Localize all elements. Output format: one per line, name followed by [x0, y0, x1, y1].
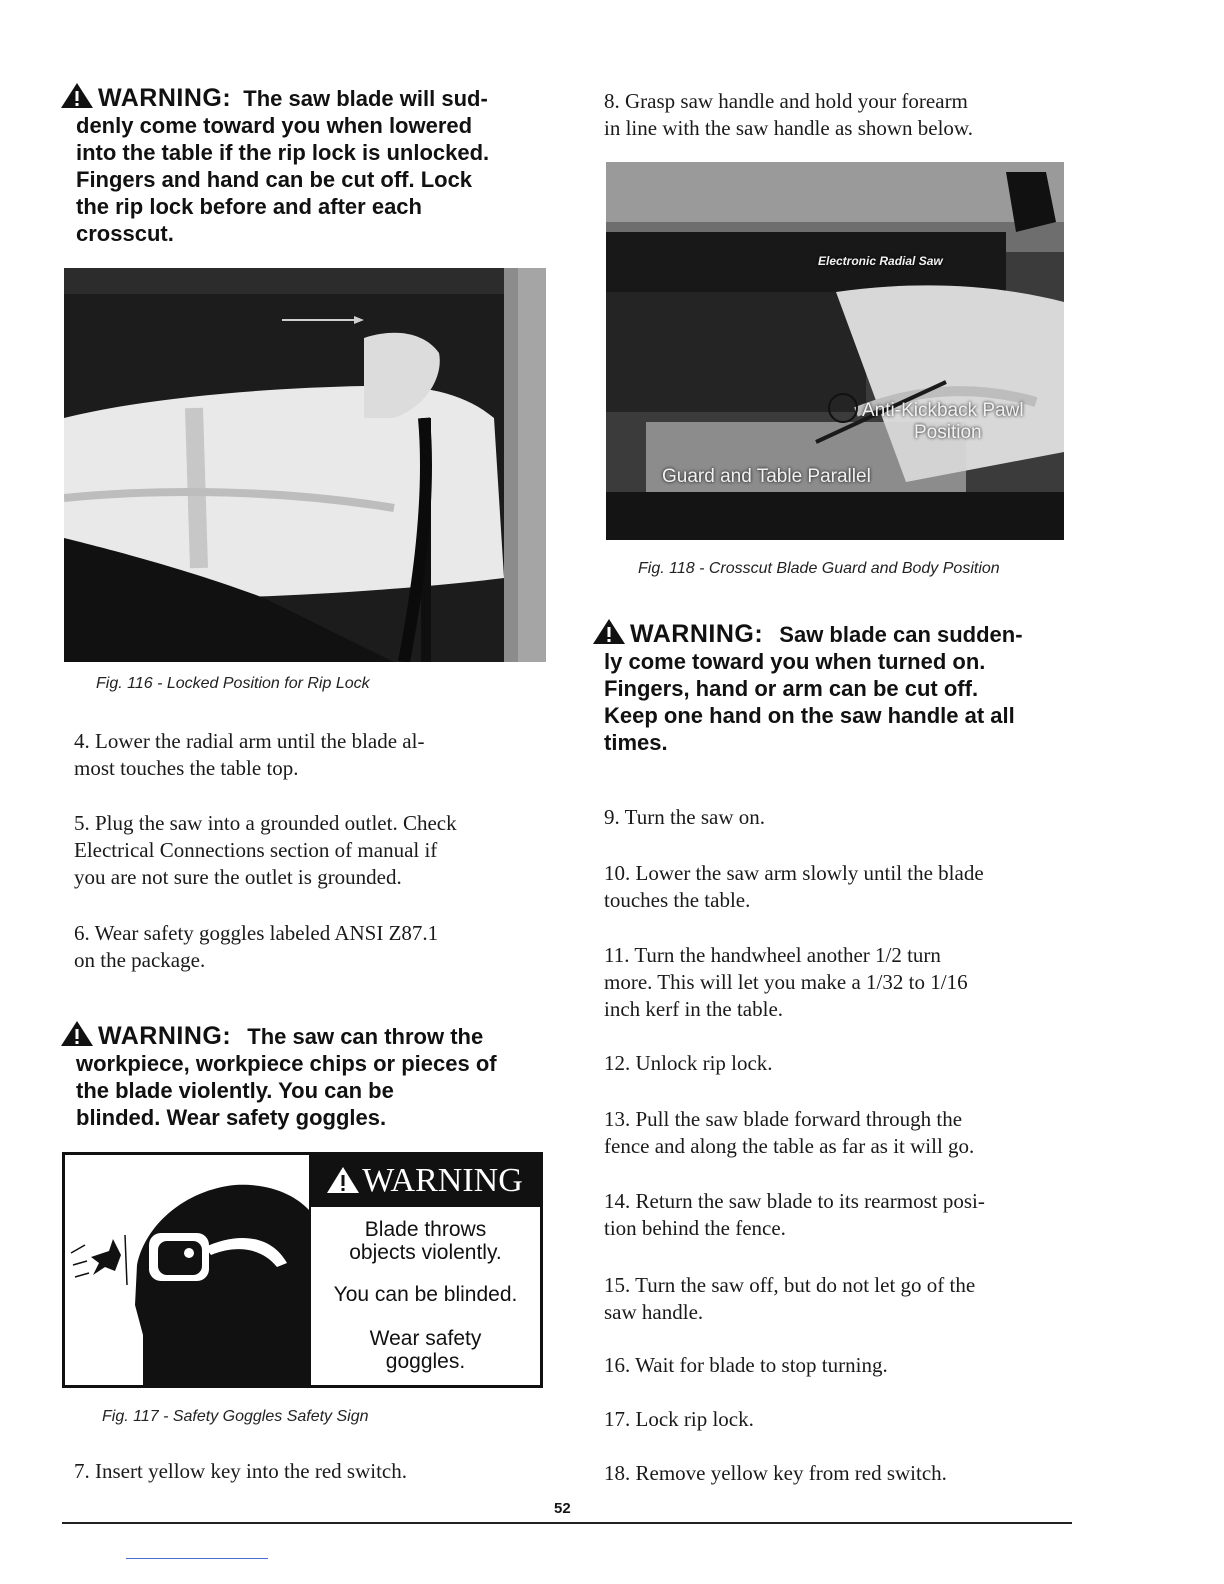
step-6	[74, 920, 438, 974]
sign-text-line: Blade throws	[364, 1218, 487, 1241]
step-16-line: 16. Wait for blade to stop turning.	[604, 1353, 888, 1377]
warning-label: WARNING:	[630, 620, 764, 648]
fig-118-caption: Fig. 118 - Crosscut Blade Guard and Body Position	[638, 560, 1000, 577]
warning-text-line: crosscut.	[76, 221, 174, 246]
step-17	[604, 1406, 754, 1433]
warning-text-line: times.	[604, 730, 668, 755]
step-4-line: 4. Lower the radial arm until the blade al-	[74, 729, 425, 753]
step-11-line: inch kerf in the table.	[604, 997, 784, 1021]
step-5	[74, 810, 457, 891]
step-15	[604, 1272, 975, 1326]
step-5-line: Electrical Connections section of manual if	[74, 838, 438, 862]
sign-banner	[309, 1155, 540, 1207]
sign-text-line: objects violently.	[349, 1241, 502, 1264]
sign-text-blinded: You can be blinded.	[333, 1283, 518, 1306]
warning-text-line: workpiece, workpiece chips or pieces of	[76, 1051, 497, 1076]
photo-anti-kickback-label: Anti-Kickback Pawl	[862, 400, 1024, 421]
warning-text-line: the blade violently. You can be	[76, 1078, 394, 1103]
step-17-line: 17. Lock rip lock.	[604, 1407, 754, 1431]
warning-text-line: into the table if the rip lock is unlocked.	[76, 140, 490, 165]
sign-text-line: goggles.	[385, 1350, 466, 1373]
warning-text-line: The saw can throw the	[247, 1024, 484, 1049]
step-9	[604, 804, 765, 831]
warning-block-turned-on	[592, 618, 1023, 756]
step-14	[604, 1188, 985, 1242]
warning-text-line: the rip lock before and after each	[76, 194, 422, 219]
warning-label: WARNING:	[98, 84, 232, 112]
step-13	[604, 1106, 974, 1160]
step-13-line: fence and along the table as far as it will go.	[604, 1134, 975, 1158]
warning-text-line: The saw blade will sud-	[243, 86, 488, 111]
step-4	[74, 728, 424, 782]
step-11	[604, 942, 968, 1023]
warning-triangle-icon	[60, 1020, 94, 1047]
fig-118-photo	[606, 162, 1064, 540]
warning-text-line: Fingers and hand can be cut off. Lock	[76, 167, 473, 192]
safety-goggles-sign	[62, 1152, 543, 1388]
step-6-line: on the package.	[74, 948, 206, 972]
photo-brand-label: Electronic Radial Saw	[818, 254, 943, 268]
step-8-line: in line with the saw handle as shown below.	[604, 116, 973, 140]
page-number: 52	[554, 1500, 571, 1517]
warning-block-blade-lowered	[60, 82, 489, 247]
step-11-line: more. This will let you make a 1/32 to 1/16	[604, 970, 968, 994]
warning-text-line: blinded. Wear safety goggles.	[76, 1105, 387, 1130]
step-10-line: touches the table.	[604, 888, 751, 912]
warning-text-line: ly come toward you when turned on.	[604, 649, 986, 674]
rip-lock-photo-illustration	[64, 268, 546, 662]
step-8	[604, 88, 973, 142]
step-8-line: 8. Grasp saw handle and hold your forearm	[604, 89, 968, 113]
step-14-line: tion behind the fence.	[604, 1216, 786, 1240]
sign-text-line: Wear safety	[369, 1327, 482, 1350]
step-18	[604, 1460, 947, 1487]
warning-triangle-icon	[326, 1165, 360, 1195]
warning-text-line: denly come toward you when lowered	[76, 113, 473, 138]
step-5-line: you are not sure the outlet is grounded.	[74, 865, 402, 889]
warning-text-line: Keep one hand on the saw handle at all	[604, 703, 1015, 728]
fig-117-caption: Fig. 117 - Safety Goggles Safety Sign	[102, 1408, 369, 1425]
step-9-line: 9. Turn the saw on.	[604, 805, 766, 829]
step-16	[604, 1352, 888, 1379]
sign-banner-text: WARNING	[362, 1162, 523, 1199]
warning-triangle-icon	[60, 82, 94, 109]
step-10-line: 10. Lower the saw arm slowly until the blade	[604, 861, 984, 885]
goggles-head-icon	[65, 1155, 315, 1385]
warning-text-line: Fingers, hand or arm can be cut off.	[604, 676, 979, 701]
step-12	[604, 1050, 773, 1077]
step-15-line: 15. Turn the saw off, but do not let go of the	[604, 1273, 976, 1297]
warning-block-throw-workpiece	[60, 1020, 497, 1131]
step-10	[604, 860, 984, 914]
sign-text-wear-goggles	[311, 1327, 540, 1373]
footer-blue-rule	[126, 1558, 268, 1559]
step-15-line: saw handle.	[604, 1300, 704, 1324]
step-12-line: 12. Unlock rip lock.	[604, 1051, 773, 1075]
warning-label: WARNING:	[98, 1022, 232, 1050]
photo-position-label: Position	[914, 422, 982, 443]
photo-guard-label: Guard and Table Parallel	[662, 466, 871, 487]
step-7: 7. Insert yellow key into the red switch.	[74, 1459, 408, 1483]
footer-rule	[62, 1522, 1072, 1524]
step-4-line: most touches the table top.	[74, 756, 299, 780]
step-14-line: 14. Return the saw blade to its rearmost posi-	[604, 1189, 985, 1213]
step-18-line: 18. Remove yellow key from red switch.	[604, 1461, 947, 1485]
step-5-line: 5. Plug the saw into a grounded outlet. Check	[74, 811, 457, 835]
fig-116-caption: Fig. 116 - Locked Position for Rip Lock	[96, 675, 370, 692]
sign-text-blade-throws	[311, 1218, 540, 1264]
fig-116-photo	[64, 268, 546, 662]
step-13-line: 13. Pull the saw blade forward through the	[604, 1107, 963, 1131]
step-11-line: 11. Turn the handwheel another 1/2 turn	[604, 943, 941, 967]
warning-text-line: Saw blade can sudden-	[779, 622, 1023, 647]
warning-triangle-icon	[592, 618, 626, 645]
step-6-line: 6. Wear safety goggles labeled ANSI Z87.1	[74, 921, 439, 945]
